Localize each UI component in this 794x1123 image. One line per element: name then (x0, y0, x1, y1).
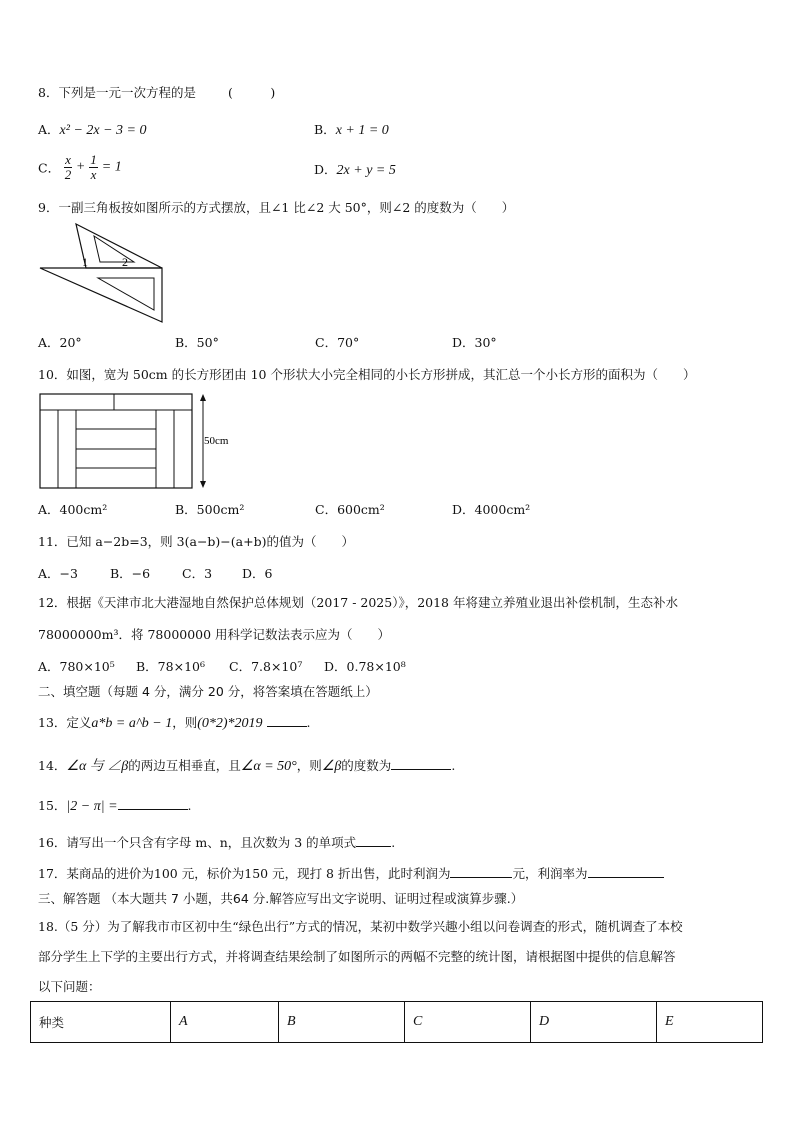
q11-option-a: A．−3 (38, 566, 78, 581)
q17-profit-blank[interactable] (450, 865, 512, 878)
q15: 15．|2 − π| = . (38, 798, 192, 814)
q11-option-b: B．−6 (110, 566, 151, 581)
q9-option-c: C．70° (315, 335, 360, 350)
table-cell-a: A (171, 1002, 279, 1043)
q9-angle-1-label: 1 (82, 255, 88, 269)
q9-option-d: D．30° (452, 335, 497, 350)
q9-angle-2-label: 2 (122, 255, 128, 269)
q8-option-d: D．2x + y = 5 (314, 162, 396, 178)
q10-option-a: A．400cm² (38, 502, 108, 517)
q12-option-a: A．780×10⁵ (38, 659, 115, 674)
q18-line3: 以下问题： (38, 979, 101, 994)
q11-option-d: D．6 (242, 566, 273, 581)
section-solve-heading: 三、解答题 （本大题共 7 小题，共64 分.解答应写出文字说明、证明过程或演算步骤.） (38, 891, 524, 906)
q14-answer-blank[interactable] (391, 757, 451, 770)
q13-answer-blank[interactable] (267, 714, 307, 727)
q10-rectangle-figure (38, 392, 238, 492)
q18-line2: 部分学生上下学的主要出行方式，并将调查结果绘制了如图所示的两幅不完整的统计图，请根据图中提供的信息解答 (38, 949, 676, 964)
table-cell-b: B (279, 1002, 405, 1043)
q12-stem-line2: 78000000m³．将 78000000 用科学记数法表示应为（ ） (38, 627, 391, 642)
q11-stem: 11．已知 a−2b=3，则 3(a−b)−(a+b)的值为（ ） (38, 534, 354, 549)
q9-triangle-figure (38, 222, 164, 324)
q15-answer-blank[interactable] (118, 797, 188, 810)
q12-stem: 12．根据《天津市北大港湿地自然保护总体规划（2017 - 2025）》，2018 年将建立养殖业退出补偿机制，生态补水 (38, 595, 678, 610)
q11-option-c: C．3 (182, 566, 213, 581)
q16-answer-blank[interactable] (356, 834, 391, 847)
q17-rate-blank[interactable] (588, 865, 664, 878)
q9-option-b: B．50° (175, 335, 219, 350)
q8-option-b: B．x + 1 = 0 (314, 122, 389, 138)
q12-option-b: B．78×10⁶ (136, 659, 205, 674)
q8-paren: ( ) (227, 85, 276, 100)
q10-option-d: D．4000cm² (452, 502, 531, 517)
q13: 13．定义a*b = a^b − 1，则(0*2)*2019 . (38, 715, 311, 731)
table-row (31, 1002, 763, 1043)
q10-option-c: C．600cm² (315, 502, 385, 517)
q8-option-a: A．x² − 2x − 3 = 0 (38, 122, 147, 138)
table-cell-d: D (531, 1002, 657, 1043)
table-cell-c: C (405, 1002, 531, 1043)
q18-line1: 18.（5 分）为了解我市市区初中生“绿色出行”方式的情况，某初中数学兴趣小组以问卷调查的形式，随机调查了本校 (38, 919, 683, 934)
q17: 17．某商品的进价为100 元，标价为150 元，现打 8 折出售，此时利润为 元，利润率为 (38, 864, 664, 882)
q14: 14．∠α 与 ∠β的两边互相垂直，且∠α = 50°，则∠β的度数为 . (38, 758, 456, 774)
q16: 16．请写出一个只含有字母 m、n，且次数为 3 的单项式 . (38, 835, 396, 850)
q10-stem: 10．如图，宽为 50cm 的长方形团由 10 个形状大小完全相同的小长方形拼成，其汇总一个小长方形的面积为（ ） (38, 367, 696, 382)
section-fill-in-heading: 二、填空题（每题 4 分，满分 20 分，将答案填在答题纸上） (38, 684, 378, 699)
q10-width-label: 50cm (204, 435, 229, 447)
q8-stem: 8．下列是一元一次方程的是 ( ) (38, 85, 276, 100)
travel-mode-table (30, 1001, 763, 1043)
table-cell-e: E (657, 1002, 763, 1043)
table-header-cell: 种类 (31, 1002, 171, 1043)
q9-option-a: A．20° (38, 335, 82, 350)
q12-option-d: D．0.78×10⁸ (324, 659, 406, 674)
q12-option-c: C．7.8×10⁷ (229, 659, 303, 674)
q8-option-c: C． $\frac{x}{2}$ + $\frac{1}{x}$ = 1 (38, 152, 122, 182)
q9-stem: 9．一副三角板按如图所示的方式摆放，且∠1 比∠2 大 50°，则∠2 的度数为（ ） (38, 200, 515, 215)
q10-option-b: B．500cm² (175, 502, 245, 517)
